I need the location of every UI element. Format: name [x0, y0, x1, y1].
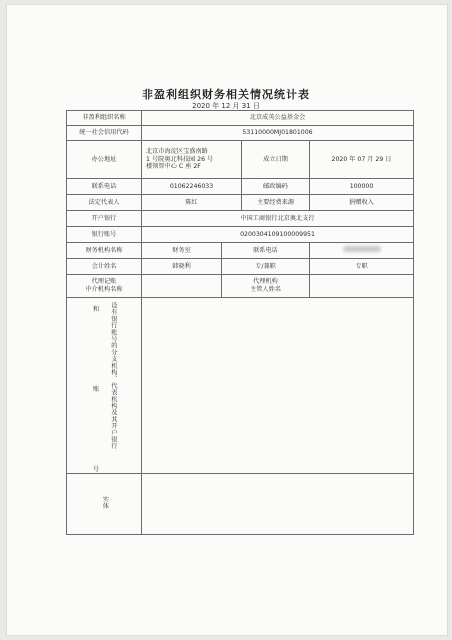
- established-date-value: 2020 年 07 月 29 日: [310, 141, 414, 179]
- office-address-label: 办公地址: [67, 141, 142, 179]
- entity-value: [142, 474, 414, 535]
- finance-contact-value: [310, 243, 414, 259]
- finance-dept-value: 财务室: [142, 243, 222, 259]
- row-bank: [67, 211, 414, 227]
- account-value: 0200304109100009951: [142, 227, 414, 243]
- zip-value: 100000: [310, 179, 414, 195]
- funding-source-value: 捐赠收入: [310, 195, 414, 211]
- office-address-value: [142, 141, 242, 179]
- row-branch-accounts: [67, 298, 414, 474]
- address-line: 1 号院奥北科技园 26 号: [146, 155, 214, 163]
- entity-label: [67, 474, 142, 535]
- accountant-label: 会计姓名: [67, 259, 142, 275]
- label-char-he: 和: [93, 306, 100, 313]
- account-label: 银行账号: [67, 227, 142, 243]
- org-name-value: 北京成英公益基金会: [142, 111, 414, 126]
- report-date: 2020 年 12 月 31 日: [192, 102, 260, 110]
- bank-value: 中国工商银行北京奥北支行: [142, 211, 414, 227]
- org-name-label: 非盈利组织名称: [67, 111, 142, 126]
- row-finance-dept: [67, 243, 414, 259]
- agency-head-label-line: 代理机构: [253, 278, 278, 286]
- legal-rep-label: 法定代表人: [67, 195, 142, 211]
- label-char-zhang: 账: [93, 386, 100, 393]
- agency-name-value: [142, 275, 222, 298]
- finance-contact-label: 联系电话: [222, 243, 310, 259]
- credit-code-value: 53110000MJ01801006: [142, 126, 414, 141]
- row-entity: [67, 474, 414, 535]
- finance-dept-label: 财务机构名称: [67, 243, 142, 259]
- agency-label-line: 中介机构名称: [85, 286, 123, 293]
- branch-accounts-value: [142, 298, 414, 474]
- employment-type-value: 专职: [310, 259, 414, 275]
- row-legal-rep: [67, 195, 414, 211]
- row-accountant: [67, 259, 414, 275]
- agency-head-label: [222, 275, 310, 298]
- branch-accounts-label: [67, 298, 142, 474]
- agency-head-label-line: 主管人姓名: [250, 286, 281, 293]
- redacted-phone: [343, 246, 381, 252]
- statistics-form-table: [66, 110, 414, 535]
- row-phone: [67, 179, 414, 195]
- bank-label: 开户银行: [67, 211, 142, 227]
- agency-label-line: 代理记账: [91, 278, 117, 286]
- legal-rep-value: 陈红: [142, 195, 242, 211]
- row-agency: [67, 275, 414, 298]
- employment-type-label: 专/兼职: [222, 259, 310, 275]
- accountant-value: 韩晓利: [142, 259, 222, 275]
- row-credit-code: [67, 126, 414, 141]
- entity-label-text: 实体: [101, 495, 109, 510]
- row-org-name: [67, 111, 414, 126]
- agency-head-value: [310, 275, 414, 298]
- phone-label: 联系电话: [67, 179, 142, 195]
- address-line: 楼领智中心 C 座 2F: [146, 163, 201, 171]
- row-office-address: [67, 141, 414, 179]
- phone-value: 01062246033: [142, 179, 242, 195]
- row-account: [67, 227, 414, 243]
- address-line: 北京市海淀区宝盛南路: [146, 147, 208, 155]
- funding-source-label: 主要经费来源: [242, 195, 310, 211]
- established-date-label: 成立日期: [242, 141, 310, 179]
- branch-accounts-description: 设有银行账号的分支机构、代表机构及其开户银行: [109, 302, 117, 450]
- page-title: 非盈利组织财务相关情况统计表: [142, 88, 310, 101]
- agency-name-label: [67, 275, 142, 298]
- label-char-hao: 号: [93, 466, 100, 473]
- credit-code-label: 统一社会信用代码: [67, 126, 142, 141]
- zip-label: 邮政编码: [242, 179, 310, 195]
